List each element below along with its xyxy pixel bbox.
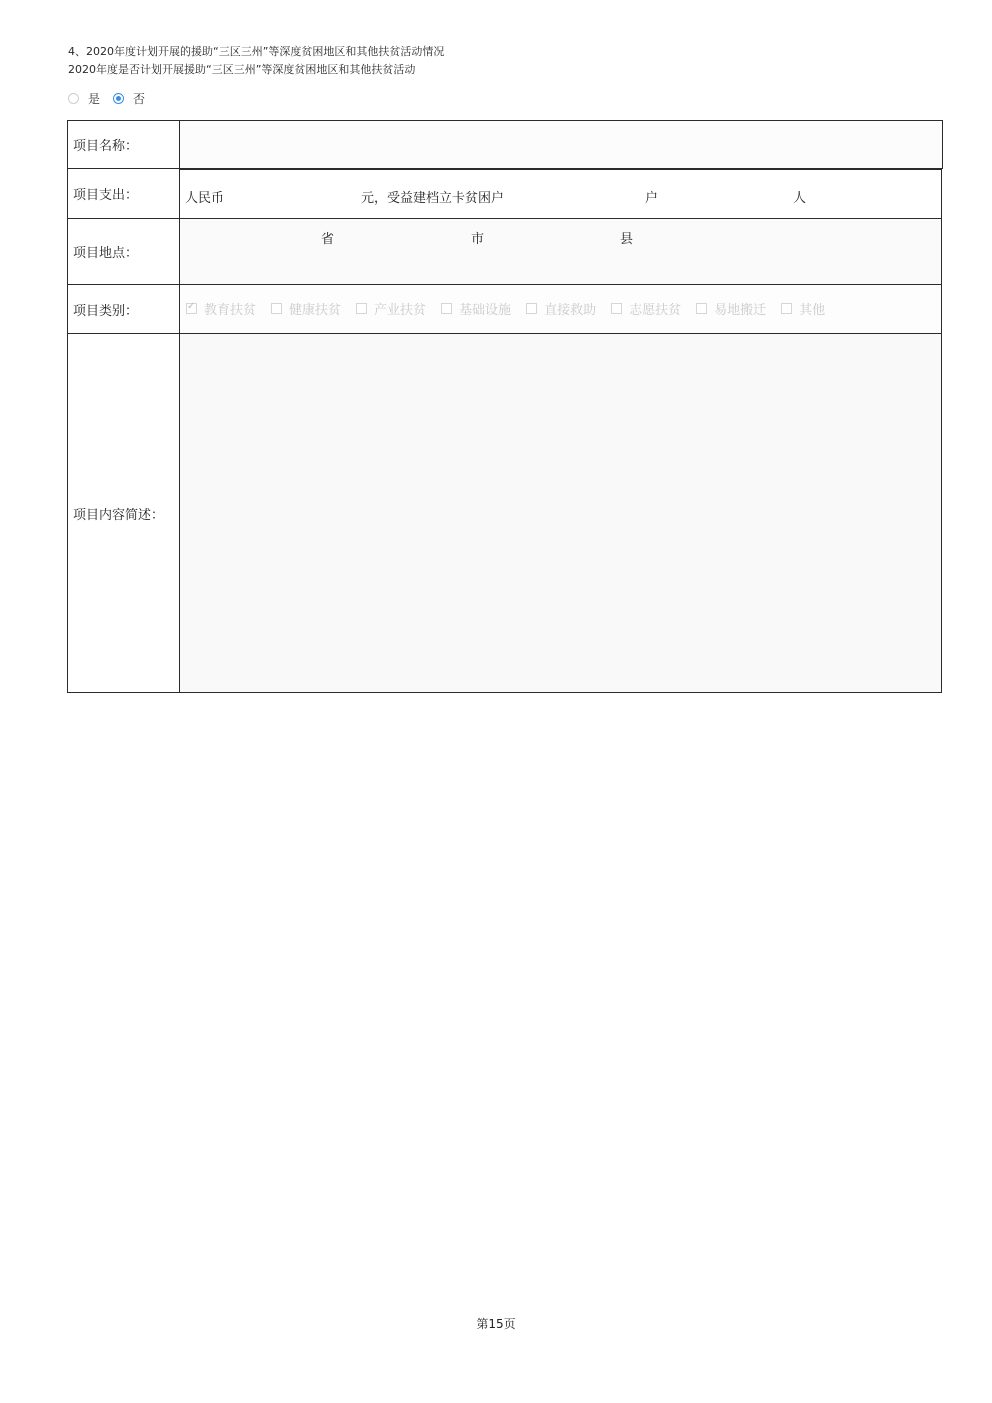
- checkbox-volunteer-label: 志愿扶贫: [629, 302, 682, 318]
- checkbox-industry-label: 产业扶贫: [374, 302, 427, 318]
- currency-prefix: 人民币: [185, 191, 225, 206]
- checkbox-other-label: 其他: [799, 302, 826, 318]
- project-category-label: 项目类别：: [67, 285, 180, 334]
- project-expense-field[interactable]: [180, 169, 942, 219]
- project-description-textarea[interactable]: [180, 334, 942, 693]
- checkbox-direct-aid-label: 直接救助: [544, 302, 597, 318]
- checkbox-direct-aid[interactable]: [526, 303, 537, 314]
- checkbox-education[interactable]: [186, 303, 197, 314]
- project-location-field[interactable]: [180, 219, 942, 285]
- radio-yes-label: 是: [88, 91, 101, 106]
- city-unit-label: 市: [471, 232, 485, 247]
- checkbox-relocation[interactable]: [696, 303, 707, 314]
- project-name-field[interactable]: [180, 120, 943, 169]
- checkbox-other[interactable]: [781, 303, 792, 314]
- yuan-unit-label: 元，受益建档立卡贫困户: [361, 191, 505, 206]
- project-description-label: 项目内容简述：: [67, 334, 180, 693]
- checkbox-infrastructure[interactable]: [441, 303, 452, 314]
- radio-yes[interactable]: [68, 93, 79, 104]
- county-unit-label: 县: [620, 232, 634, 247]
- checkbox-volunteer[interactable]: [611, 303, 622, 314]
- radio-no[interactable]: [113, 93, 124, 104]
- radio-no-label: 否: [133, 91, 146, 106]
- checkbox-relocation-label: 易地搬迁: [714, 302, 767, 318]
- category-checkbox-group: [186, 299, 840, 317]
- section-heading: 4、2020年度计划开展的援助“三区三州”等深度贫困地区和其他扶贫活动情况: [68, 45, 445, 58]
- checkbox-industry[interactable]: [356, 303, 367, 314]
- person-unit-label: 人: [793, 191, 807, 206]
- household-unit-label: 户: [645, 191, 659, 206]
- checkbox-health[interactable]: [271, 303, 282, 314]
- province-unit-label: 省: [321, 232, 335, 247]
- checkbox-education-label: 教育扶贫: [204, 302, 257, 318]
- project-location-label: 项目地点：: [67, 219, 180, 285]
- yes-no-radio-group: [68, 90, 158, 106]
- page-number: 第15页: [476, 1317, 516, 1331]
- project-expense-label: 项目支出：: [67, 169, 180, 219]
- question-text: 2020年度是否计划开展援助“三区三州”等深度贫困地区和其他扶贫活动: [68, 63, 416, 76]
- checkbox-health-label: 健康扶贫: [289, 302, 342, 318]
- checkbox-infrastructure-label: 基础设施: [459, 302, 512, 318]
- project-name-label: 项目名称：: [67, 120, 180, 169]
